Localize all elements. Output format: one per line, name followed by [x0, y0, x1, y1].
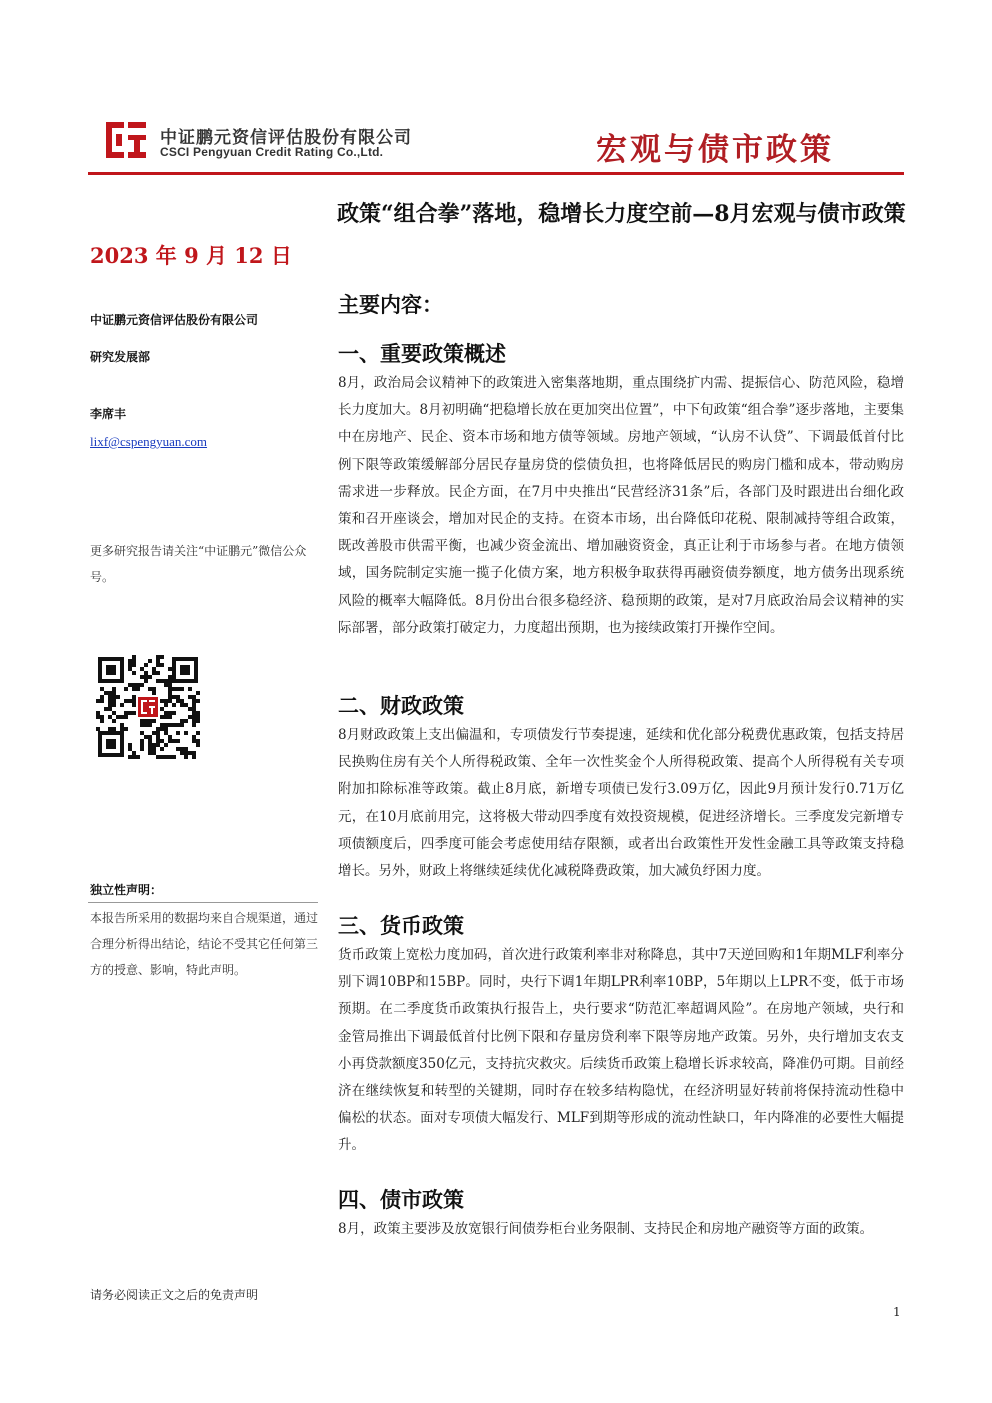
section-heading: 四、债市政策 [338, 1187, 464, 1212]
section-heading: 二、财政政策 [338, 693, 464, 718]
report-date: 2023 年 9 月 12 日 [90, 243, 292, 268]
company-name-en: CSCI Pengyuan Credit Rating Co.,Ltd. [160, 145, 384, 159]
section-body: 8月，政治局会议精神下的政策进入密集落地期，重点围绕扩内需、提振信心、防范风险，稳增长力度加大。8月初明确“把稳增长放在更加突出位置”，中下旬政策“组合拳”逐步落地，主要集中在房地产、民企、资本市场和地方债等领域。房地产领域，“认房不认贷”、下调最低首付比例下限等政策缓解部分居民存量房贷的偿债负担，也将降低居民的购房门槛和成本，带动购房需求进一步释放。民企方面，在7月中央推出“民营经济31条”后，各部门及时跟进出台细化政策和召开座谈会，增加对民企的支持。在资本市场，出台降低印花税、限制减持等组合政策，既改善股市供需平衡，也减少资金流出、增加融资资金，真正让利于市场参与者。在地方债领域，国务院制定实施一揽子化债方案，地方积极争取获得再融资债券额度，地方债务出现系统风险的概率大幅降低。8月份出台很多稳经济、稳预期的政策，是对7月底政治局会议精神的实际部署，部分政策打破定力，力度超出预期，也为接续政策打开操作空间。 [338, 375, 904, 636]
section-body: 8月，政策主要涉及放宽银行间债券柜台业务限制、支持民企和房地产融资等方面的政策。 [338, 1221, 874, 1237]
company-name-cn: 中证鹏元资信评估股份有限公司 [160, 128, 412, 148]
sidebar-author: 李席丰 [90, 407, 127, 421]
report-title: 政策“组合拳”落地，稳增长力度空前—8月宏观与债市政策 [337, 201, 906, 227]
section-heading: 一、重要政策概述 [338, 341, 506, 366]
disclaimer-note: 请务必阅读正文之后的免责声明 [90, 1288, 259, 1302]
series-title: 宏观与债市政策 [596, 132, 834, 168]
author-email-link[interactable]: lixf@cspengyuan.com [90, 434, 208, 449]
section-body: 8月财政政策上支出偏温和，专项债发行节奏提速，延续和优化部分税费优惠政策，包括支持居民换购住房有关个人所得税政策、全年一次性奖金个人所得税政策、提高个人所得税有关专项附加扣除标准等政策。截止8月底，新增专项债已发行3.09万亿，因此9月预计发行0.71万亿元，在10月底前用完，这将极大带动四季度有效投资规模，促进经济增长。三季度发完新增专项债额度后，四季度可能会考虑使用结存限额，或者出台政策性开发性金融工具等政策支持稳增长。另外，财政上将继续延续优化减税降费政策，加大减负纾困力度。 [338, 727, 904, 880]
sidebar-company: 中证鹏元资信评估股份有限公司 [90, 313, 259, 327]
qr-code-icon [96, 655, 200, 759]
header-divider [88, 172, 904, 175]
sidebar-department: 研究发展部 [90, 350, 151, 364]
independence-heading: 独立性声明： [90, 883, 163, 897]
page-number: 1 [893, 1305, 901, 1319]
section-heading: 三、货币政策 [338, 913, 464, 938]
independence-statement: 本报告所采用的数据均来自合规渠道，通过合理分析得出结论，结论不受其它任何第三方的授意、影响，特此声明。 [90, 911, 319, 977]
independence-divider [88, 902, 318, 903]
company-logo-icon [104, 118, 148, 162]
sidebar-more-info: 更多研究报告请关注“中证鹏元”微信公众号。 [90, 544, 307, 584]
section-body: 货币政策上宽松力度加码，首次进行政策利率非对称降息，其中7天逆回购和1年期MLF利率分别下调10BP和15BP。同时，央行下调1年期LPR利率10BP，5年期以上LPR不变，低于市场预期。在二季度货币政策执行报告上，央行要求“防范汇率超调风险”。在房地产领域，央行和金管局推出下调最低首付比例下限和存量房贷利率下限等房地产政策。另外，央行增加支农支小再贷款额度350亿元，支持抗灾救灾。后续货币政策上稳增长诉求较高，降准仍可期。目前经济在继续恢复和转型的关键期，同时存在较多结构隐忧，在经济明显好转前将保持流动性稳中偏松的状态。面对专项债大幅发行、MLF到期等形成的流动性缺口，年内降准的必要性大幅提升。 [338, 947, 904, 1154]
main-content-heading: 主要内容： [338, 292, 443, 317]
